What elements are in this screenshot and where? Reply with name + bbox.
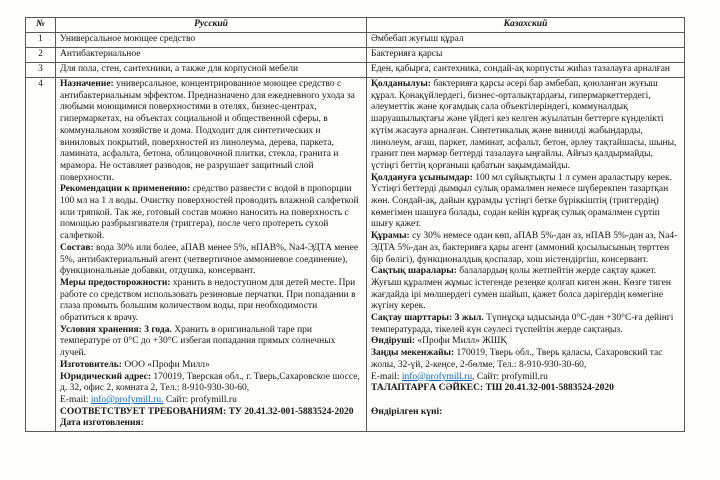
text-segment: , Сайт: profymill.ru (472, 371, 548, 382)
russian-paragraph (60, 360, 362, 372)
detail-row (26, 78, 685, 432)
text-segment: су 30% немесе одан көп, аПАВ 5%-дан аз, нПАВ 5%-дан аз, Na4-ЭДТА 5%-дан аз, бактерияға қары агент (аммоний қосылысының төрттен бір бөлігі), функционалдық қоспалар, хош иістендіргіш, консервант. (371, 231, 678, 265)
text-segment: ООО «Профи Милл» (121, 359, 210, 370)
table-row (26, 63, 685, 78)
russian-cell: Для пола, стен, сантехники, а также для корпусной мебели (56, 63, 367, 78)
kazakh-paragraph (371, 231, 680, 266)
email-link[interactable]: info@profymill.ru (401, 371, 473, 382)
kazakh-paragraph (371, 348, 680, 371)
russian-cell: Антибактериальное (56, 48, 367, 63)
text-segment: 170019, Тверская обл., г. Тверь,Сахаровское шоссе, д. 32, офис 2, комната 2, Тел.: 8-910-930-30-60, (60, 371, 360, 394)
kazakh-paragraph (371, 383, 680, 395)
russian-paragraph (60, 372, 362, 395)
text-segment: Түпнұсқа ыдысында 0°С-дан +30°С-ға дейінгі температурада, тікелей күн сәулесі түспейтін жерде сақтаңыз. (371, 313, 674, 335)
row-number: 2 (26, 48, 56, 63)
text-segment: Сақтау шарттары: 3 жыл. (371, 313, 484, 324)
text-segment: Құрамы: (371, 231, 410, 242)
text-segment: хранить в недоступном для детей месте. При работе со средством использовать резиновые перчатки. При попадании в глаза промыть большим количеством воды, при необходимости обратиться к врачу. (60, 277, 356, 324)
text-segment: E-mail: (60, 394, 91, 405)
header-row (26, 18, 685, 33)
kazakh-detail-cell (367, 78, 685, 432)
text-segment: Изготовитель: (60, 359, 122, 370)
text-segment: бактерияға қарсы әсері бар әмбебап, қоюланған жуғыш құрал. Қонақүйлердегі, бизнес-орталықтардағы, гипермаркеттердегі, әлеуметтік және қоғамдық сала объектілеріндегі, коммуналдық шаруашылықтағы және үйдегі кез келген жуылатын беттерге күнделікті күтім жасауға арналған. Синтетикалық және винилді жабындарды, линолеум, ағаш, паркет, ламинат, асфальт, бетон, әрлеу тақтайшасы, шыны, гранит пен мәрмәр беттерді тазалауға ыңғайлы. Айғыз қалдырмайды, үстіңгі беттің қорғаныш қабатын зақымдамайды. (371, 79, 677, 171)
col-header-kazakh: Казахский (367, 18, 685, 33)
text-segment: Юридический адрес: (60, 371, 151, 382)
text-segment: Условия хранения: 3 года. (60, 324, 172, 335)
russian-paragraphs (60, 79, 362, 430)
kazakh-paragraph (371, 173, 680, 232)
text-segment: 100 мл сұйықтықты 1 л сумен араластыру керек. Үстіңгі беттерді дымқыл сулық орамалмен немесе шүберекпен тазартқан жөн. Сондай-ақ, дайын құрамды үстіңгі бетке бүріккіштің (триггердің) көмегімен шашуға болады, содан кейін құрғақ сулық орамалмен сүртіп шығу қажет. (371, 172, 672, 230)
detail-row-number: 4 (26, 78, 56, 432)
text-segment: Сақтық шаралары: (371, 266, 457, 277)
text-segment: Назначение: (60, 79, 114, 89)
text-segment: E-mail: (371, 371, 402, 382)
russian-detail-cell (56, 78, 367, 432)
kazakh-paragraph (371, 372, 680, 384)
text-segment: Меры предосторожности: (60, 277, 171, 288)
kazakh-cell: Еден, қабырға, сантехника, сондай-ақ корпусты жиһаз тазалауға арналған (367, 63, 685, 78)
text-segment: Хранить в оригинальной таре при температуре от 0°С до +30°С избегая попадания прямых солнечных лучей. (60, 324, 336, 359)
kazakh-paragraph (371, 266, 680, 313)
text-segment: вода 30% или более, аПАВ менее 5%, нПАВ%, Na4-ЭДТА менее 5%, антибактериальный агент (четвертичное аммониевое соединение), функциональные добавки, отдушка, консервант. (60, 242, 359, 277)
row-number: 1 (26, 33, 56, 48)
kazakh-paragraph (371, 313, 680, 336)
text-segment: средство развести с водой в пропорции 100 мл на 1 л воды. Очистку поверхностей проводить влажной салфеткой или тряпкой. Так же, готовый состав можно наносить на поверхность с помощью разбрызгивателя (триггера), после чего протереть сухой салфеткой. (60, 184, 359, 242)
text-segment: Сайт: profymill.ru (163, 394, 237, 405)
russian-paragraph (60, 79, 362, 184)
text-segment: универсальное, концентрированное моющее средство с антибактериальным эффектом. Предназначено для ежедневного ухода за любыми моющимися поверхностями в отелях, бизнес-центрах, гипермаркетах, на объектах социальной и общественной сферы, в коммунальном хозяйстве и дома. Подходит для синтетических и виниловых покрытий, поверхностей из линолеума, дерева, паркета, ламината, асфальта, бетона, облицовочной плитки, стекла, гранита и мрамора. Не оставляет разводов, не разрушает защитный слой поверхности. (60, 79, 355, 183)
kazakh-paragraph (371, 407, 680, 419)
text-segment: Заңды мекенжайы: (371, 348, 455, 359)
text-segment: Состав: (60, 242, 94, 253)
kazakh-paragraph (371, 79, 680, 173)
russian-paragraph (60, 184, 362, 243)
russian-paragraph (60, 278, 362, 325)
kazakh-cell: Әмбебап жуғыш құрал (367, 33, 685, 48)
text-segment: Дата изготовления: (60, 418, 144, 429)
russian-paragraph (60, 395, 362, 407)
email-link[interactable]: info@profymill.ru. (90, 394, 164, 405)
row-number: 3 (26, 63, 56, 78)
kazakh-paragraph (371, 395, 680, 407)
text-segment: ТАЛАПТАРҒА СӘЙКЕС: ТШ 20.41.32-001-5883524-2020 (371, 383, 614, 394)
text-segment: Өндіруші: (371, 336, 416, 347)
kazakh-paragraph (371, 336, 680, 348)
russian-paragraph (60, 243, 362, 278)
bilingual-spec-table (25, 17, 685, 432)
text-segment: Қолданылуы: (371, 79, 431, 89)
col-header-russian: Русский (56, 18, 367, 33)
russian-paragraph (60, 407, 362, 419)
text-segment: СООТВЕТСТВУЕТ ТРЕБОВАНИЯМ: ТУ 20.41.32-001-5883524-2020 (60, 406, 354, 417)
text-segment: Рекомендации к применению: (60, 184, 191, 195)
col-header-number: № (26, 18, 56, 33)
text-segment: 170019, Тверь обл., Тверь қаласы, Сахаровский тас жолы, 32-үй, 2-кеңсе, 2-бөлме, Тел.: 8-910-930-30-60, (371, 348, 663, 370)
table-row (26, 33, 685, 48)
russian-paragraph (60, 325, 362, 360)
text-segment: «Профи Милл» ЖШҚ (415, 336, 507, 347)
russian-paragraph (60, 418, 362, 430)
text-segment: Өндірілген күні: (371, 406, 443, 417)
kazakh-cell: Бактерияға қарсы (367, 48, 685, 63)
text-segment: Қолдануға ұсынымдар: (371, 172, 473, 183)
simple-rows (26, 33, 685, 78)
russian-cell: Универсальное моющее средство (56, 33, 367, 48)
table-row (26, 48, 685, 63)
kazakh-paragraphs (371, 79, 680, 418)
text-segment: балалардың қолы жетпейтін жерде сақтау қажет. Жуғыш құралмен жұмыс істегенде резеңке қолғап киген жөн. Көзге тиген жағдайда ірі мөлшердегі сумен шайып, қажет болса дәрігердің көмегіне жүгіну керек. (371, 266, 671, 312)
